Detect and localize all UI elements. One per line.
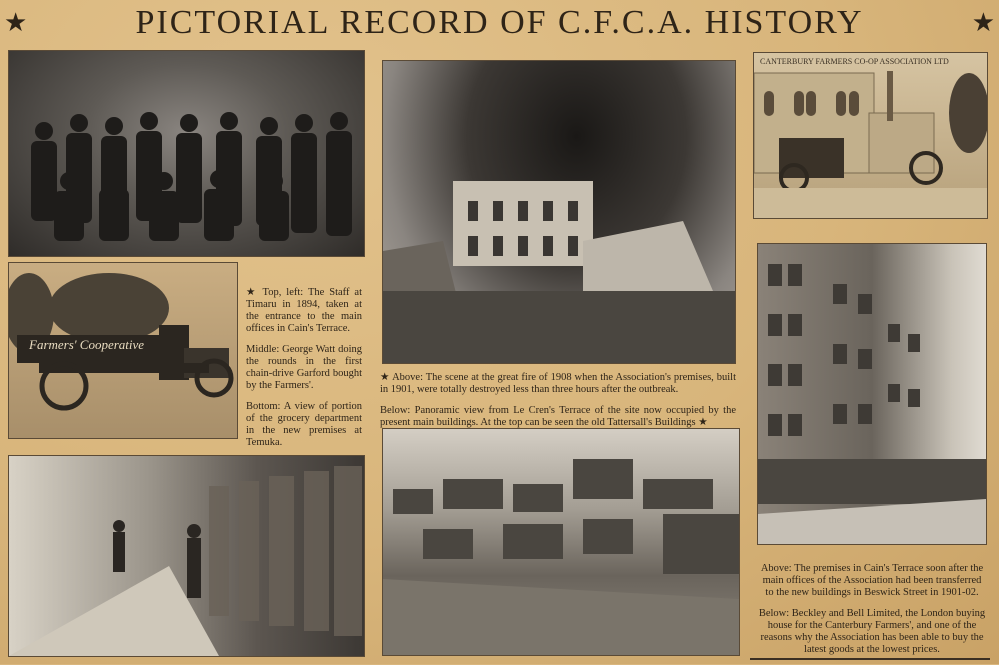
divider-rule xyxy=(750,658,990,660)
store-shelves-icon xyxy=(9,456,364,656)
burning-building-icon xyxy=(383,61,735,363)
photo-garford-truck xyxy=(8,262,238,439)
truck-sign-text: Farmers' Cooperative xyxy=(29,337,145,352)
page-title: PICTORIAL RECORD OF C.F.C.A. HISTORY xyxy=(135,4,864,41)
caption-george-watt: Middle: George Watt doing the rounds in the first chain-drive Garford bought by the Farmers'. xyxy=(246,344,362,391)
caption-left xyxy=(246,287,362,458)
building-icon xyxy=(754,53,987,218)
town-rooftops-icon xyxy=(383,429,739,655)
caption-staff-1894: ★ Top, left: The Staff at Timaru in 1894, taken at the entrance to the main offices in Cain's Terrace. xyxy=(246,287,362,334)
photo-panorama-le-crens-terrace xyxy=(382,428,740,656)
caption-right xyxy=(758,563,986,665)
star-icon: ★ xyxy=(4,8,28,37)
star-icon: ★ xyxy=(971,8,995,37)
photo-beckley-and-bell xyxy=(757,243,987,545)
photo-staff-1894 xyxy=(8,50,365,257)
caption-grocery: Bottom: A view of portion of the grocery department in the new premises at Temuka. xyxy=(246,401,362,448)
tall-building-icon xyxy=(758,244,986,544)
building-sign-top: CANTERBURY FARMERS CO-OP ASSOCIATION LTD xyxy=(760,57,949,66)
photo-cains-terrace-premises xyxy=(753,52,988,219)
caption-fire-1908: ★ Above: The scene at the great fire of 1908 when the Association's premises, built in 1901, were totally destroyed less than three hours after the outbreak. xyxy=(380,372,736,395)
photo-great-fire-1908 xyxy=(382,60,736,364)
caption-panorama: Below: Panoramic view from Le Cren's Terrace of the site now occupied by the present main buildings. At the top can be seen the old Tattersall's Buildings ★ xyxy=(380,405,736,428)
caption-beckley-bell: Below: Beckley and Bell Limited, the London buying house for the Canterbury Farmers', and one of the reasons why the Association has been able to buy the latest goods at the lowest prices. xyxy=(758,608,986,655)
group-figures-icon xyxy=(9,51,364,256)
caption-cains-terrace: Above: The premises in Cain's Terrace soon after the main offices of the Association had been transferred to the new buildings in Beswick Street in 1901-02. xyxy=(760,563,984,598)
photo-grocery-department xyxy=(8,455,365,657)
